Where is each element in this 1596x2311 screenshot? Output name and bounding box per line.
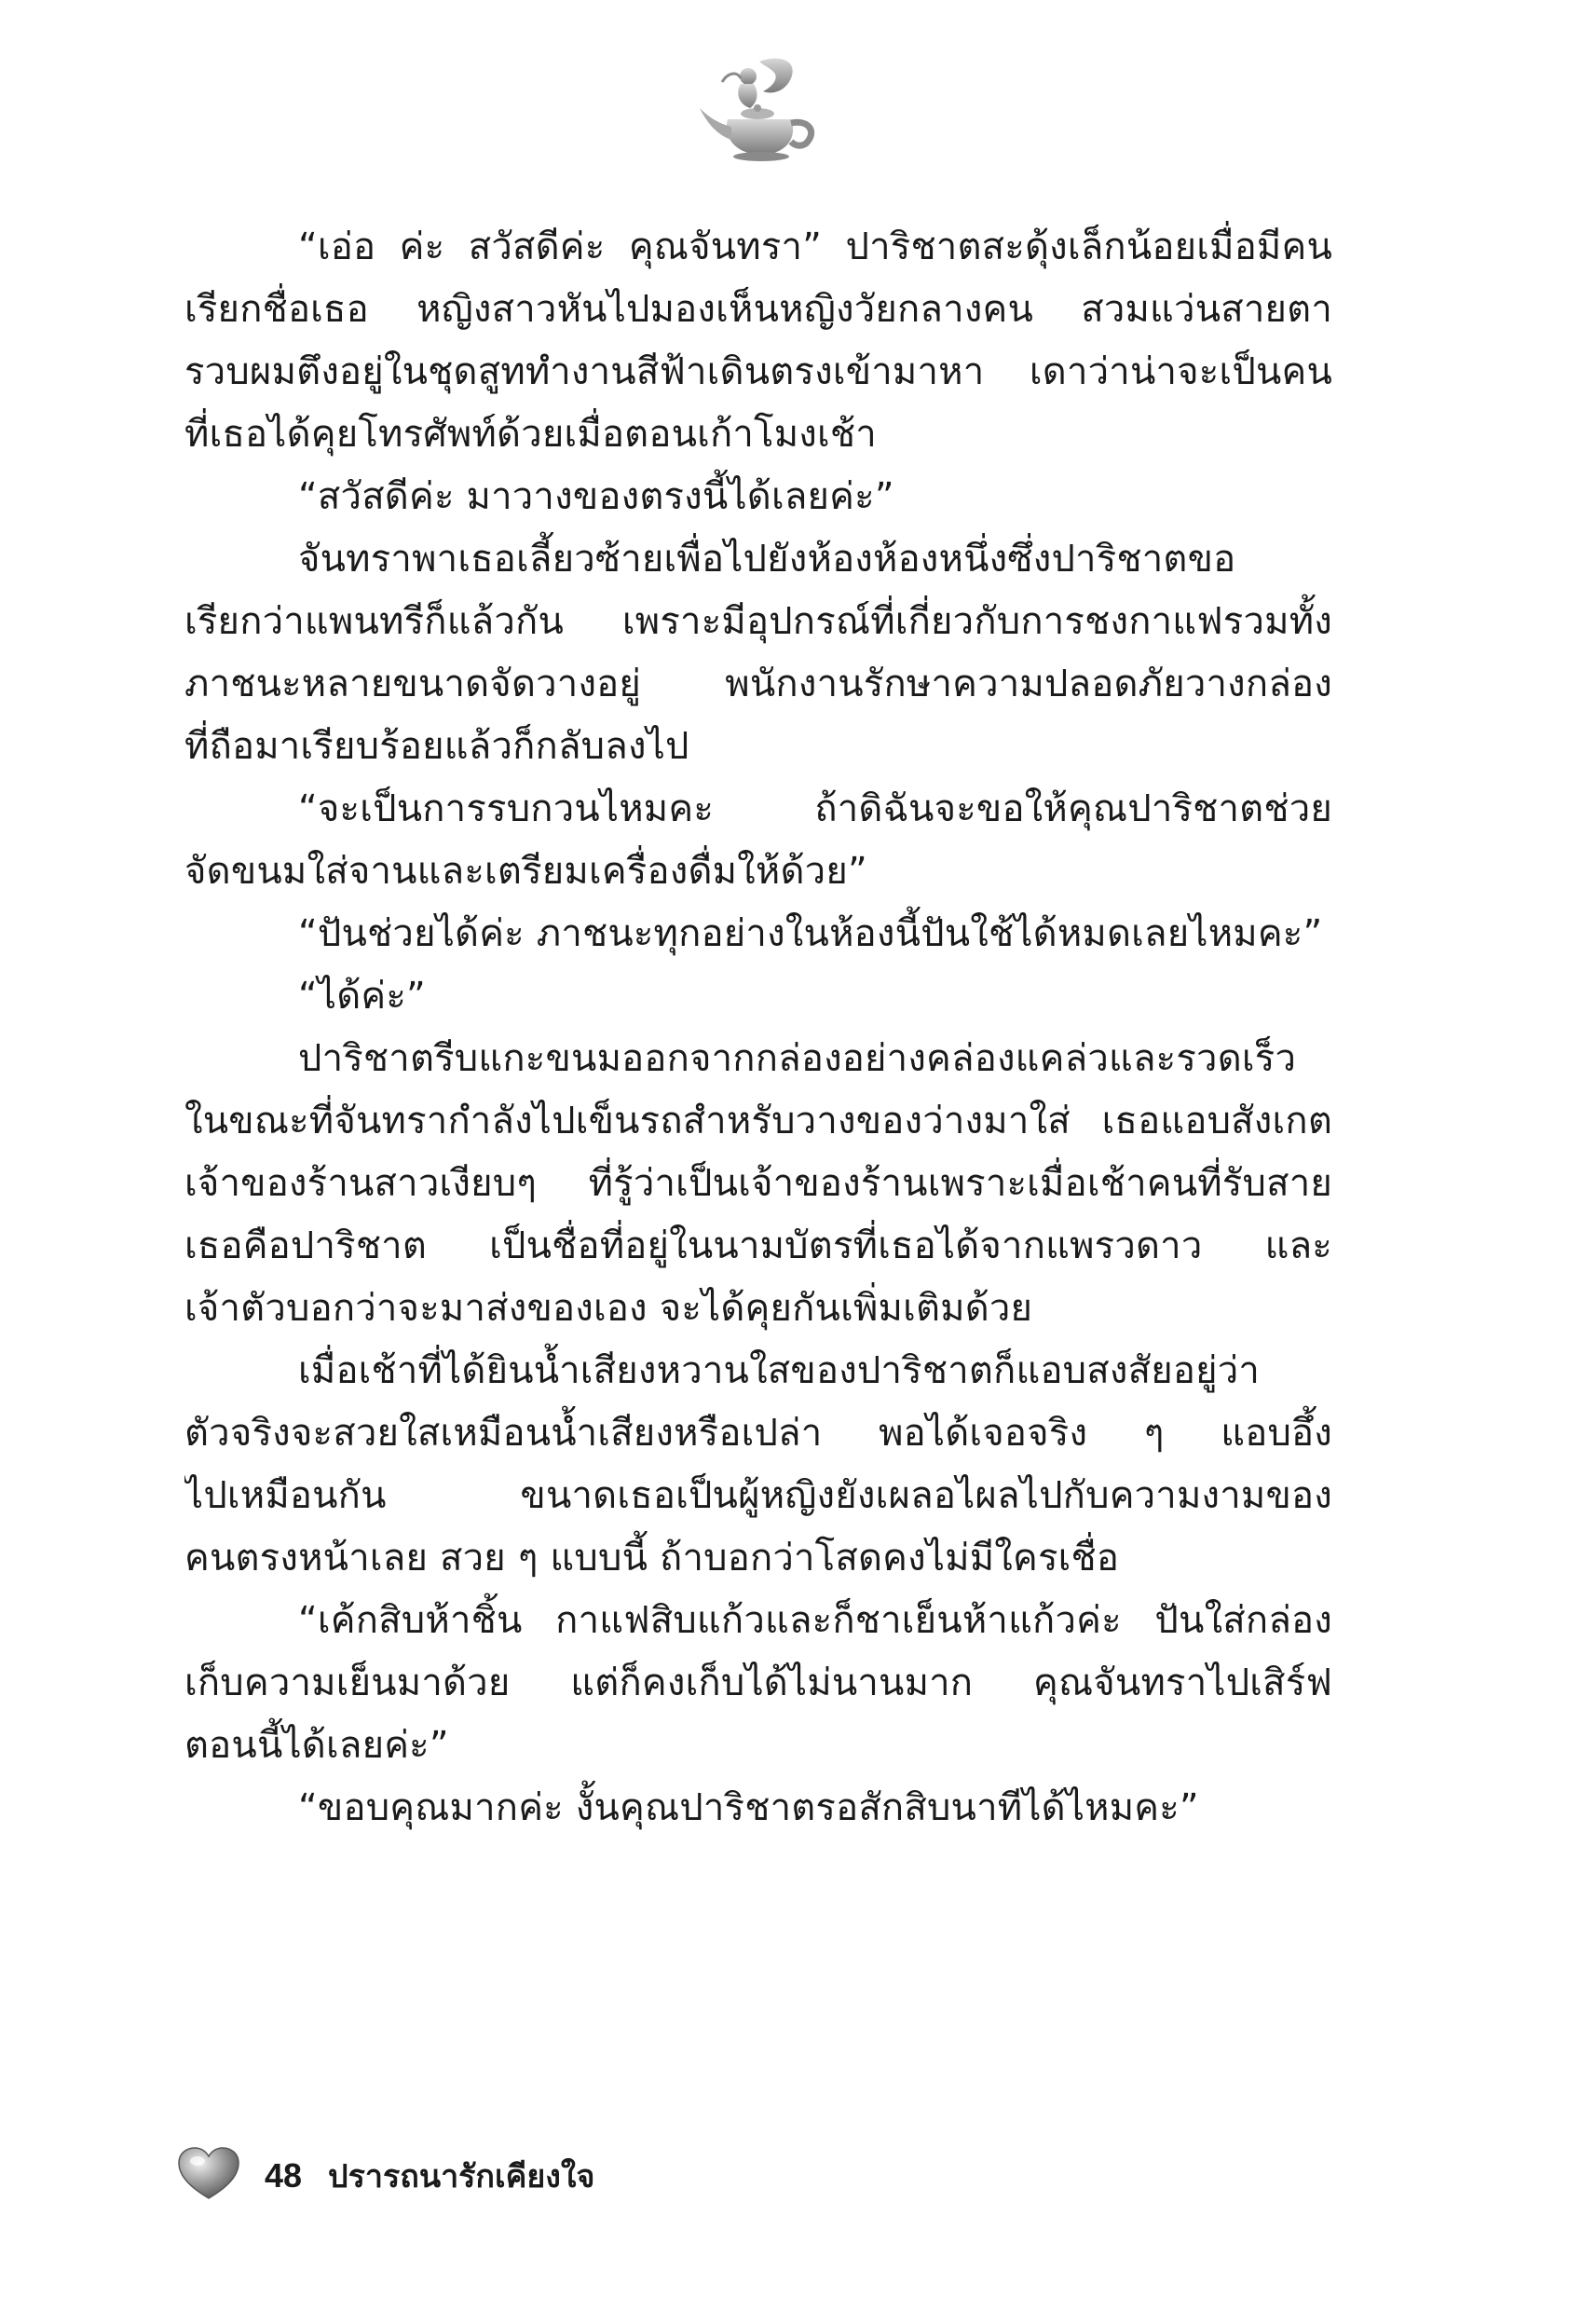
text-line: เรียกว่าแพนทรีก็แล้วกัน เพราะมีอุปกรณ์ที่เกี่ยวกับการชงกาแฟรวมทั้ง: [184, 600, 1332, 643]
text-line: จันทราพาเธอเลี้ยวซ้ายเพื่อไปยังห้องห้องหนึ่งซึ่งปาริชาตขอ: [298, 538, 1236, 581]
text-line: เธอคือปาริชาต เป็นชื่อที่อยู่ในนามบัตรที่เธอได้จากแพรวดาว และ: [184, 1224, 1332, 1267]
page-number: 48: [265, 2156, 303, 2195]
body-text: [184, 216, 1332, 1839]
text-line: ที่เธอได้คุยโทรศัพท์ด้วยเมื่อตอนเก้าโมงเช้า: [184, 413, 877, 456]
book-title: ปรารถนารักเคียงใจ: [328, 2158, 595, 2195]
text-line: “สวัสดีค่ะ มาวางของตรงนี้ได้เลยค่ะ”: [298, 475, 894, 518]
text-line: คนตรงหน้าเลย สวย ๆ แบบนี้ ถ้าบอกว่าโสดคงไม่มีใครเชื่อ: [184, 1537, 1120, 1579]
teapot-cupid-ornament-icon: [694, 54, 825, 166]
text-line: เจ้าตัวบอกว่าจะมาส่งของเอง จะได้คุยกันเพิ่มเติมด้วย: [184, 1287, 1033, 1330]
text-line: เจ้าของร้านสาวเงียบๆ ที่รู้ว่าเป็นเจ้าของร้านเพราะเมื่อเช้าคนที่รับสาย: [184, 1162, 1332, 1205]
text-line: “ปันช่วยได้ค่ะ ภาชนะทุกอย่างในห้องนี้ปันใช้ได้หมดเลยไหมคะ”: [298, 912, 1323, 955]
text-line: ในขณะที่จันทรากำลังไปเข็นรถสำหรับวางของว่างมาใส่ เธอแอบสังเกต: [184, 1100, 1332, 1142]
text-line: ไปเหมือนกัน ขนาดเธอเป็นผู้หญิงยังเผลอไผลไปกับความงามของ: [184, 1474, 1332, 1517]
text-line: “ขอบคุณมากค่ะ งั้นคุณปาริชาตรอสักสิบนาทีได้ไหมคะ”: [298, 1786, 1199, 1829]
text-line: เก็บความเย็นมาด้วย แต่ก็คงเก็บได้ไม่นานมาก คุณจันทราไปเสิร์ฟ: [184, 1661, 1332, 1704]
text-line: ภาชนะหลายขนาดจัดวางอยู่ พนักงานรักษาความปลอดภัยวางกล่อง: [184, 663, 1332, 705]
page-footer: [177, 2143, 594, 2208]
text-line: เรียกชื่อเธอ หญิงสาวหันไปมองเห็นหญิงวัยกลางคน สวมแว่นสายตา: [184, 288, 1332, 331]
text-line: เมื่อเช้าที่ได้ยินน้ำเสียงหวานใสของปาริชาตก็แอบสงสัยอยู่ว่า: [298, 1349, 1261, 1392]
text-line: ตัวจริงจะสวยใสเหมือนน้ำเสียงหรือเปล่า พอได้เจอจริง ๆ แอบอึ้ง: [184, 1412, 1332, 1455]
text-line: ที่ถือมาเรียบร้อยแล้วก็กลับลงไป: [184, 725, 689, 768]
text-line: “จะเป็นการรบกวนไหมคะ ถ้าดิฉันจะขอให้คุณปาริชาตช่วย: [298, 787, 1332, 830]
text-line: จัดขนมใส่จานและเตรียมเครื่องดื่มให้ด้วย”: [184, 850, 867, 893]
text-line: ตอนนี้ได้เลยค่ะ”: [184, 1724, 449, 1767]
text-line: ปาริชาตรีบแกะขนมออกจากกล่องอย่างคล่องแคล่วและรวดเร็ว: [298, 1037, 1297, 1080]
text-line: “เอ่อ ค่ะ สวัสดีค่ะ คุณจันทรา” ปาริชาตสะดุ้งเล็กน้อยเมื่อมีคน: [298, 226, 1332, 268]
text-line: รวบผมตึงอยู่ในชุดสูททำงานสีฟ้าเดินตรงเข้ามาหา เดาว่าน่าจะเป็นคน: [184, 350, 1332, 393]
text-line: “ได้ค่ะ”: [298, 975, 426, 1018]
heart-icon: [177, 2146, 240, 2206]
text-line: “เค้กสิบห้าชิ้น กาแฟสิบแก้วและก็ชาเย็นห้าแก้วค่ะ ปันใส่กล่อง: [298, 1599, 1332, 1642]
